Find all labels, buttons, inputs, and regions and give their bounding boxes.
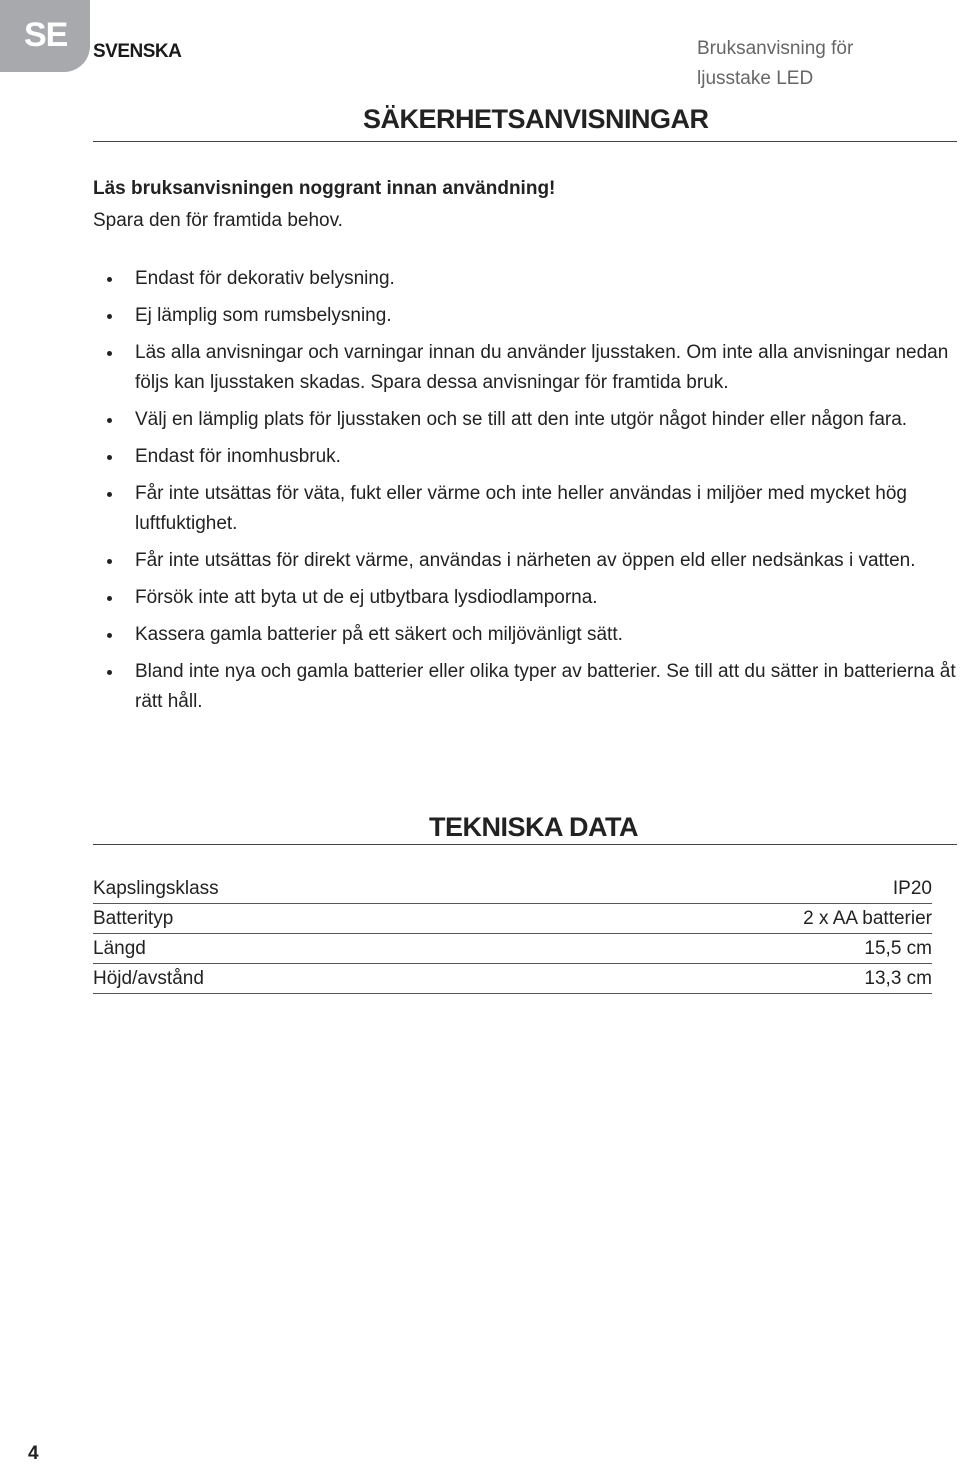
- bullet-icon: [107, 559, 112, 564]
- bullet-icon: [107, 492, 112, 497]
- page-number: 4: [28, 1443, 39, 1464]
- document-title: [697, 34, 947, 94]
- safety-intro-text: Spara den för framtida behov.: [93, 210, 343, 231]
- safety-intro-bold: Läs bruksanvisningen noggrant innan användning!: [93, 178, 556, 199]
- table-row: [93, 964, 932, 994]
- list-item-text: Välj en lämplig plats för ljusstaken och se till att den inte utgör något hinder eller någon fara.: [135, 409, 908, 430]
- list-item-text: Får inte utsättas för direkt värme, användas i närheten av öppen eld eller nedsänkas i vatten.: [135, 550, 916, 571]
- document-title-line-2: ljusstake LED: [697, 68, 814, 89]
- table-row: [93, 934, 932, 964]
- bullet-icon: [107, 633, 112, 638]
- safety-heading: SÄKERHETSANVISNINGAR: [363, 104, 709, 134]
- safety-intro: [93, 173, 555, 237]
- spec-label: Längd: [93, 938, 146, 959]
- bullet-icon: [107, 314, 112, 319]
- list-item: [93, 546, 958, 576]
- spec-value: 15,5 cm: [864, 938, 932, 959]
- list-item: [93, 657, 958, 717]
- tech-heading: TEKNISKA DATA: [429, 812, 638, 842]
- bullet-icon: [107, 277, 112, 282]
- spec-label: Höjd/avstånd: [93, 968, 204, 989]
- language-name: SVENSKA: [93, 41, 182, 62]
- bullet-icon: [107, 351, 112, 356]
- list-item-text: Ej lämplig som rumsbelysning.: [135, 305, 392, 326]
- bullet-icon: [107, 455, 112, 460]
- list-item: [93, 338, 958, 398]
- list-item: [93, 479, 958, 539]
- list-item-text: Läs alla anvisningar och varningar innan du använder ljusstaken. Om inte alla anvisningar nedan följs kan ljusstaken skadas. Spara dessa anvisningar för framtida bruk.: [135, 342, 949, 393]
- safety-list: [93, 264, 958, 724]
- spec-value: 13,3 cm: [864, 968, 932, 989]
- list-item: [93, 583, 958, 613]
- list-item-text: Får inte utsättas för väta, fukt eller värme och inte heller användas i miljöer med mycket hög luftfuktighet.: [135, 483, 907, 534]
- list-item: [93, 442, 958, 472]
- list-item: [93, 301, 958, 331]
- list-item-text: Endast för dekorativ belysning.: [135, 268, 395, 289]
- spec-table: [93, 874, 932, 994]
- tech-heading-rule: [93, 844, 957, 845]
- spec-label: Batterityp: [93, 908, 174, 929]
- list-item: [93, 620, 958, 650]
- spec-value: IP20: [892, 878, 932, 899]
- spec-label: Kapslingsklass: [93, 878, 219, 899]
- table-row: [93, 874, 932, 904]
- list-item-text: Endast för inomhusbruk.: [135, 446, 341, 467]
- language-tab: [0, 0, 90, 72]
- table-row: [93, 904, 932, 934]
- bullet-icon: [107, 596, 112, 601]
- list-item: [93, 264, 958, 294]
- bullet-icon: [107, 418, 112, 423]
- spec-value: 2 x AA batterier: [803, 908, 932, 929]
- list-item-text: Försök inte att byta ut de ej utbytbara lysdiodlamporna.: [135, 587, 598, 608]
- list-item: [93, 405, 958, 435]
- list-item-text: Kassera gamla batterier på ett säkert och miljövänligt sätt.: [135, 624, 623, 645]
- language-code: SE: [24, 16, 68, 54]
- list-item-text: Bland inte nya och gamla batterier eller olika typer av batterier. Se till att du sätter in batterierna åt rätt håll.: [135, 661, 956, 712]
- bullet-icon: [107, 670, 112, 675]
- document-title-line-1: Bruksanvisning för: [697, 38, 854, 59]
- safety-heading-rule: [93, 141, 957, 142]
